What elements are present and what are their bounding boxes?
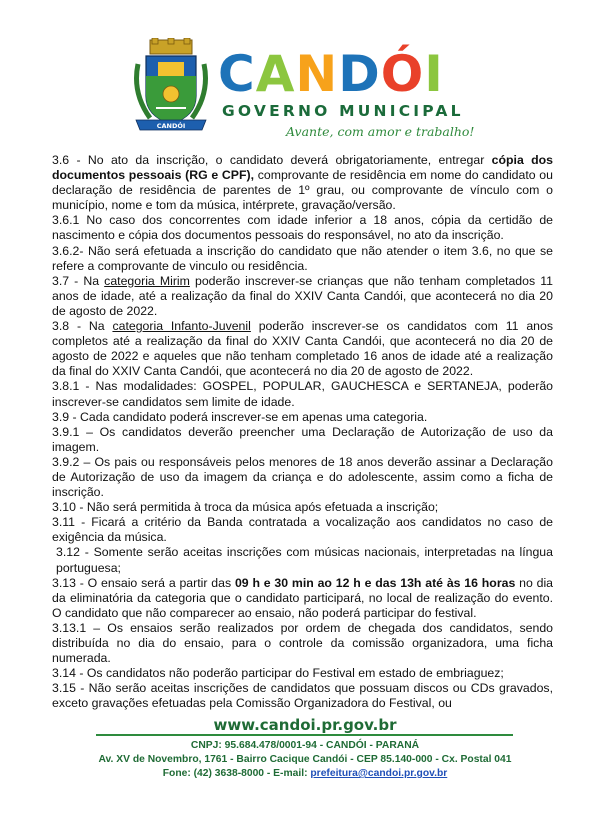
coat-ribbon-text: CANDÓI xyxy=(156,122,186,130)
clause-3-9-2: 3.9.2 – Os pais ou responsáveis pelos menores de 18 anos deverão assinar a Declaração de Autorização de uso da imagem da criança e do adolescente, assim como a ficha de inscrição. xyxy=(52,454,553,500)
logo-subtitle: GOVERNO MUNICIPAL xyxy=(222,102,464,120)
clause-3-11: 3.11 - Ficará a critério da Banda contratada a vocalização aos candidatos no caso de exigência da música. xyxy=(52,515,553,545)
clause-3-15: 3.15 - Não serão aceitas inscrições de candidatos que possuam discos ou CDs gravados, exceto gravações efetuadas pela Comissão Organizadora do Festival, ou xyxy=(52,681,553,711)
clause-3-10: 3.10 - Não será permitida à troca da música após efetuada a inscrição; xyxy=(52,500,439,515)
clause-3-8-1: 3.8.1 - Nas modalidades: GOSPEL, POPULAR, GAUCHESCA e SERTANEJA, poderão inscrever-se candidatos sem limite de idade. xyxy=(52,379,553,409)
footer-divider xyxy=(96,734,513,736)
logo-slogan: Avante, com amor e trabalho! xyxy=(286,124,475,139)
clause-3-6: 3.6 - No ato da inscrição, o candidato deverá obrigatoriamente, entregar cópia dos documentos pessoais (RG e CPF), comprovante de residência em nome do candidato ou declaração de residência de parentes de 1º grau, ou comprovante de vínculo com o município, nome e tom da música, intérprete, gravação/versão. xyxy=(52,153,553,213)
footer-phone: Fone: (42) 3638-8000 - E-mail: xyxy=(162,768,311,779)
page-header xyxy=(0,28,610,140)
footer-address: Av. XV de Novembro, 1761 - Bairro Cacique Candói - CEP 85.140-000 - Cx. Postal 041 xyxy=(98,754,512,765)
clause-3-14: 3.14 - Os candidatos não poderão participar do Festival em estado de embriaguez; xyxy=(52,666,504,681)
clause-3-9-1: 3.9.1 – Os candidatos deverão preencher uma Declaração de Autorização de uso da imagem. xyxy=(52,424,553,454)
document-body xyxy=(52,153,553,711)
footer-contact xyxy=(0,768,610,779)
clause-3-7: 3.7 - Na categoria Mirim poderão inscrever-se crianças que não tenham completados 11 anos de idade, até a realização da final do XXIV Canta Candói, que acontecerá no dia 20 de agosto de 2022. xyxy=(52,273,553,318)
clause-3-13-1: 3.13.1 – Os ensaios serão realizados por ordem de chegada dos candidatos, sendo distribuída no dia do ensaio, para o controle da comissão organizadora, uma ficha numerada. xyxy=(52,620,553,666)
clause-3-6-2: 3.6.2- Não será efetuada a inscrição do candidato que não atender o item 3.6, no que se refere a comprovante de vinculo ou residência. xyxy=(52,243,553,273)
footer-cnpj: CNPJ: 95.684.478/0001-94 - CANDÓI - PARANÁ xyxy=(190,740,420,751)
clause-3-13: 3.13 - O ensaio será a partir das 09 h e 30 min ao 12 h e das 13h até às 16 horas no dia da eliminatória da categoria que o candidato participará, no local de realização do evento. O candidato que não comparecer ao ensaio, não poderá participar do festival. xyxy=(52,575,554,620)
clause-3-9: 3.9 - Cada candidato poderá inscrever-se em apenas uma categoria. xyxy=(52,409,428,424)
coat-of-arms-icon xyxy=(132,38,210,134)
footer-website[interactable]: www.candoi.pr.gov.br xyxy=(213,716,397,734)
clause-3-12: 3.12 - Somente serão aceitas inscrições com músicas nacionais, interpretadas na língua portuguesa; xyxy=(56,545,553,575)
logo-wordmark: CANDÓI xyxy=(218,45,444,103)
clause-3-6-1: 3.6.1 No caso dos concorrentes com idade inferior a 18 anos, cópia da certidão de nascimento e cópia dos documentos pessoais do responsável, no ato da inscrição. xyxy=(52,213,553,243)
clause-3-8: 3.8 - Na categoria Infanto-Juvenil poderão inscrever-se os candidatos com 11 anos completos até a realização da final do XXIV Canta Candói, que acontecerá no dia 20 de agosto de 2022 e aqueles que não tenham completado 16 anos de idade até a realização da final do XXIV Canta Candói, que acontecerá no dia 20 de agosto de 2022. xyxy=(52,319,554,379)
footer-email-link[interactable]: prefeitura@candoi.pr.gov.br xyxy=(310,768,448,779)
